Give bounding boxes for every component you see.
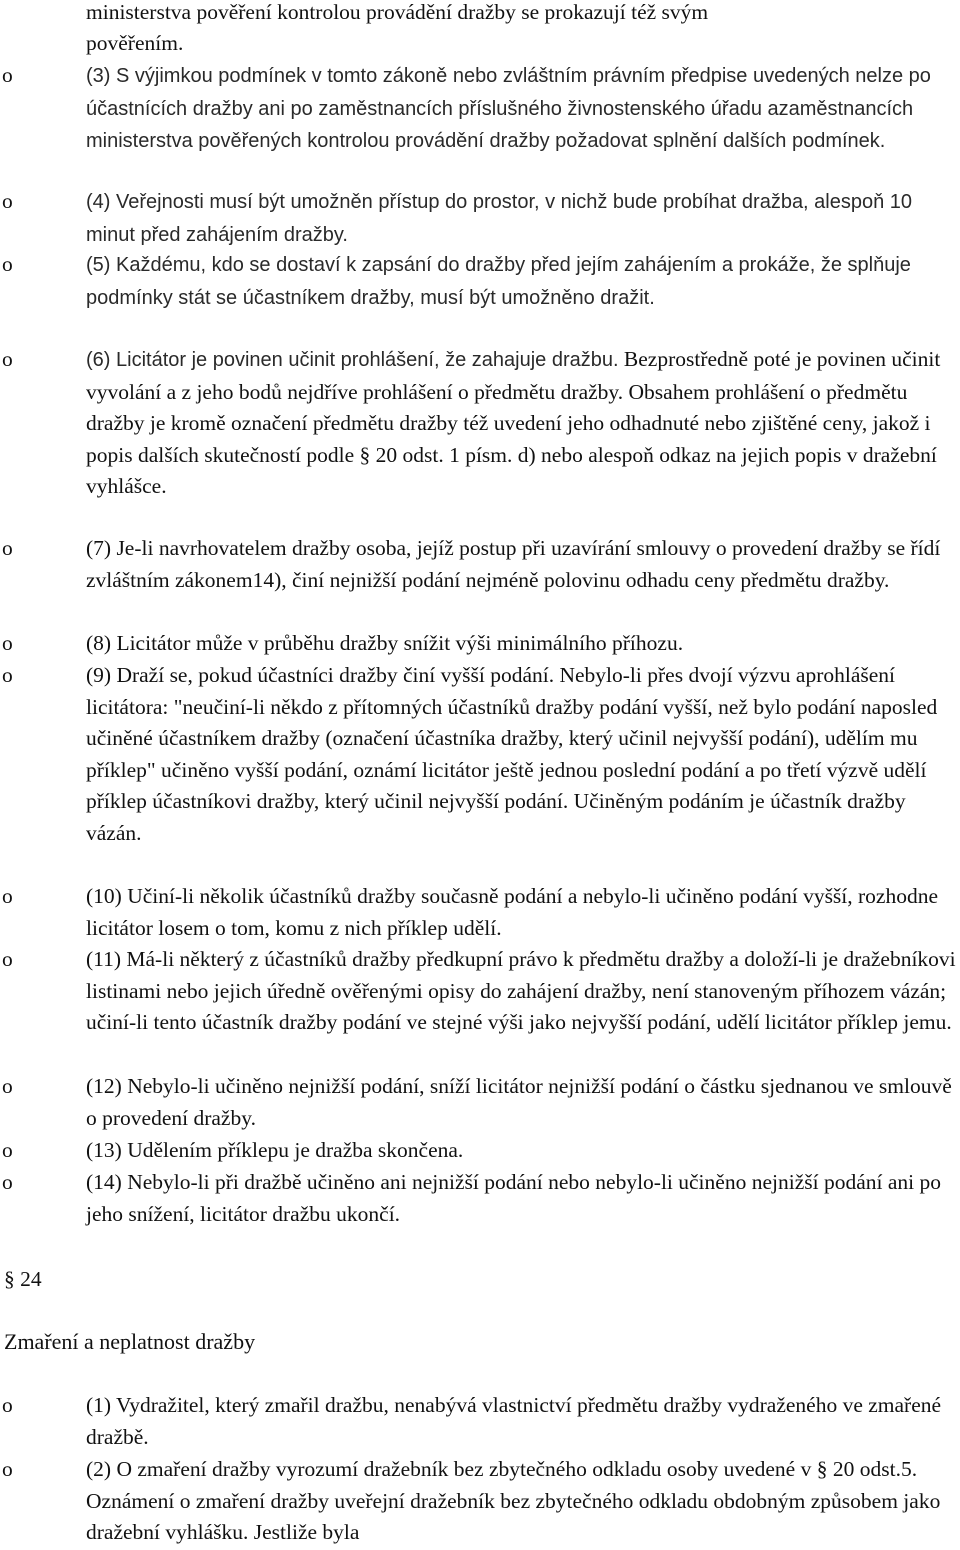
list-item-text: (8) Licitátor může v průběhu dražby snížit výši minimálního příhozu. [86,631,684,655]
list-item-text: (7) Je-li navrhovatelem dražby osoba, jejíž postup při uzavírání smlouvy o provedení dražby se řídí zvláštním zákonem14), činí nejnižší podání nejméně polovinu odhadu ceny předmětu dražby. [86,536,941,592]
list-item-text: (12) Nebylo-li učiněno nejnižší podání, sníží licitátor nejnižší podání o částku sjednanou ve smlouvě o provedení dražby. [86,1074,952,1130]
section-number: § 24 [4,1267,42,1291]
list-item-text: (2) O zmaření dražby vyrozumí dražebník bez zbytečného odkladu osoby uvedené v § 20 odst.5. Oznámení o zmaření dražby uveřejní dražebník bez zbytečného odkladu obdobným způsobem jako dražební vyhlášku. Jestliže byla [86,1457,941,1544]
item-text-run: Bezprostředně poté je povinen učinit vyvolání a z jeho bodů nejdříve prohlášení o předmětu dražby. Obsahem prohlášení o předmětu dražby je kromě označení předmětu dražby též uvedení jeho odhadnuté nebo zjištěné ceny, jakož i popis dalších skutečností podle § 20 odst. 1 písm. d) nebo alespoň odkaz na jejich popis v dražební vyhlášce. [86,347,941,498]
bullet: o [2,631,13,655]
list-item-text: (11) Má-li některý z účastníků dražby předkupní právo k předmětu dražby a doloží-li je dražebníkovi listinami nebo jejich úředně ověřenými opisy do zahájení dražby, není stanoveným příhozem vázán; učiní-li tento účastník dražby podání ve stejné výši jako nejvyšší podání, udělí licitátor příklep jemu. [86,947,956,1034]
list-item-text [86,249,958,314]
bullet: o [2,1138,13,1162]
bullet: o [2,884,13,908]
continuation-line: ministerstva pověření kontrolou provádění dražby se prokazují též svým [86,0,709,24]
list-item-text: (9) Draží se, pokud účastníci dražby činí vyšší podání. Nebylo-li přes dvojí výzvu aprohlášení licitátora: "neučiní-li někdo z přítomných účastníků dražby podání vyšší, než bylo podání naposled učiněné účastníkem dražby (označení účastníka dražby, který učinil nejvyšší podání), udělím mu příklep" učiněno vyšší podání, oznámí licitátor ještě jednou poslední podání a po třetí výzvě udělí příklep účastníkovi dražby, který učinil nejvyšší podání. Učiněným podáním je účastník dražby vázán. [86,663,938,845]
list-item-text [86,344,958,503]
list-item-text: (10) Učiní-li několik účastníků dražby současně podání a nebylo-li učiněno podání vyšší, rozhodne licitátor losem o tom, komu z nich příklep udělí. [86,884,939,940]
item-text-run: (6) Licitátor je povinen učinit prohlášení, že zahajuje dražbu. [86,349,619,371]
section-heading: Zmaření a neplatnost dražby [4,1329,256,1354]
bullet: o [2,947,13,971]
list-item-text: (13) Udělením příklepu je dražba skončena. [86,1138,464,1162]
bullet: o [2,1074,13,1098]
list-item-text [86,186,958,251]
bullet: o [2,63,13,87]
continuation-line: pověřením. [86,31,184,55]
item-text-run: (4) Veřejnosti musí být umožněn přístup do prostor, v nichž bude probíhat dražba, alespoň 10 minut před zahájením dražby. [86,191,913,246]
bullet: o [2,1457,13,1481]
list-item-text: (1) Vydražitel, který zmařil dražbu, nenabývá vlastnictví předmětu dražby vydraženého ve zmařené dražbě. [86,1393,942,1449]
bullet: o [2,536,13,560]
list-item-text [86,60,958,158]
bullet: o [2,1393,13,1417]
item-text-run: (3) S výjimkou podmínek v tomto zákoně nebo zvláštním právním předpise uvedených nelze po účastnících dražby ani po zaměstnancích příslušného živnostenského úřadu azaměstnancích ministerstva pověřených kontrolou provádění dražby požadovat splnění dalších podmínek. [86,65,931,152]
bullet: o [2,189,13,213]
bullet: o [2,663,13,687]
bullet: o [2,252,13,276]
bullet: o [2,347,13,371]
list-item-text: (14) Nebylo-li při dražbě učiněno ani nejnižší podání nebo nebylo-li učiněno nejnižší podání ani po jeho snížení, licitátor dražbu ukončí. [86,1170,941,1226]
bullet: o [2,1170,13,1194]
item-text-run: (5) Každému, kdo se dostaví k zapsání do dražby před jejím zahájením a prokáže, že splňuje podmínky stát se účastníkem dražby, musí být umožněno dražit. [86,254,911,309]
